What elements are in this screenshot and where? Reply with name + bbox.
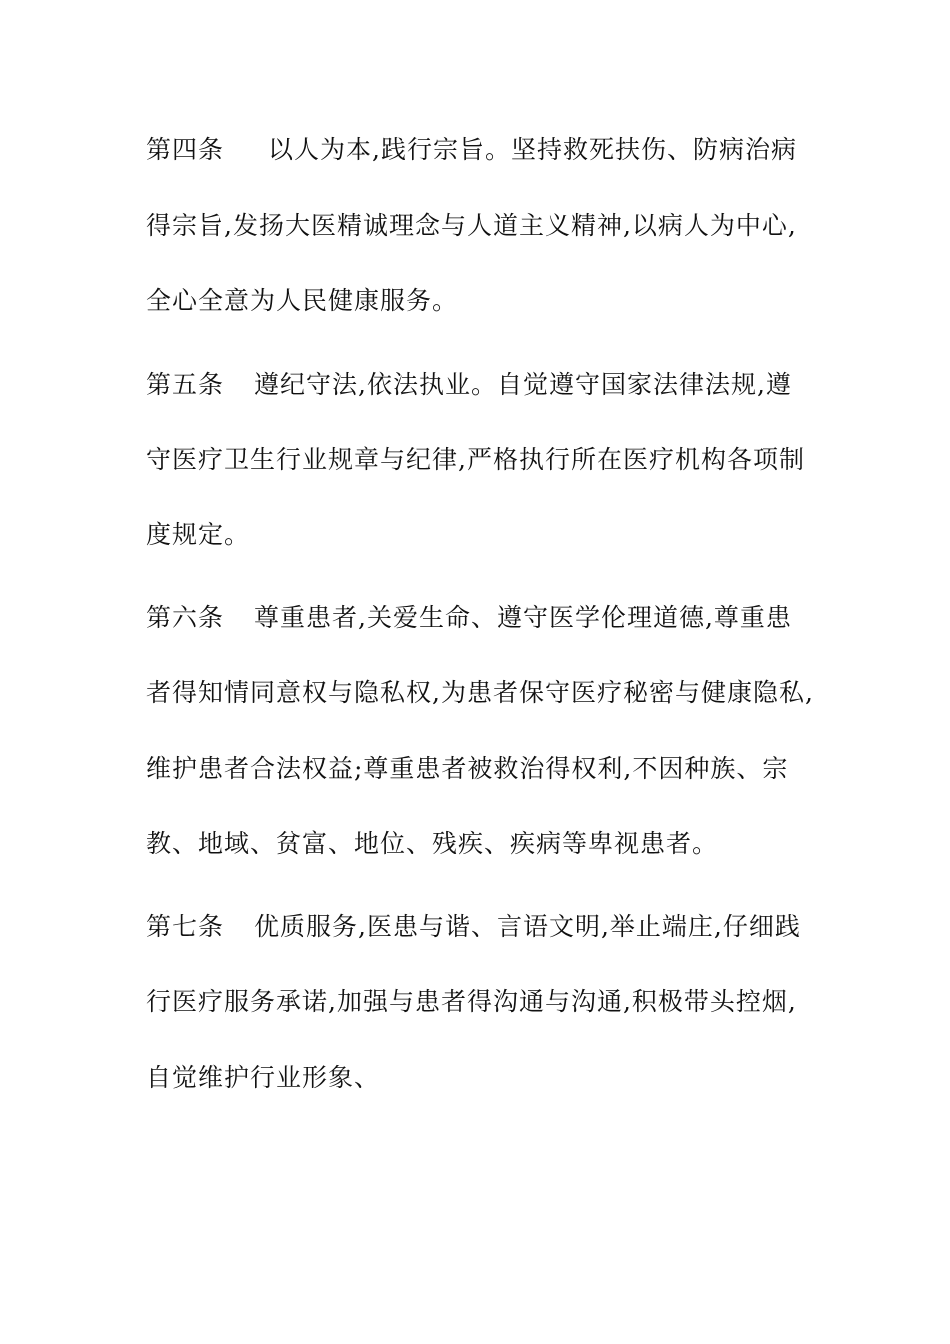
article-7-label: 第七条 [146,912,225,941]
article-6-text-1: 尊重患者,关爱生命、遵守医学伦理道德,尊重患 [254,603,792,632]
article-7-text-1: 优质服务,医患与谐、言语文明,举止端庄,仔细践 [254,912,801,941]
article-6-line-3: 维护患者合法权益;尊重患者被救治得权利,不因种族、宗 [146,754,789,783]
article-5-line-1 [146,365,826,405]
article-5-text-1: 遵纪守法,依法执业。自觉遵守国家法律法规,遵 [254,370,792,399]
article-5-line-3: 度规定。 [146,520,251,549]
article-4-text-1: 以人为本,践行宗旨。坚持救死扶伤、防病治病 [268,135,797,164]
article-6-line-2: 者得知情同意权与隐私权,为患者保守医疗秘密与健康隐私, [146,678,814,707]
article-4-line-1 [146,130,826,170]
article-7-line-1 [146,907,826,947]
article-5-label: 第五条 [146,370,225,399]
article-6-line-1 [146,598,826,638]
article-4-line-2: 得宗旨,发扬大医精诚理念与人道主义精神,以病人为中心, [146,211,797,240]
article-5-line-2: 守医疗卫生行业规章与纪律,严格执行所在医疗机构各项制 [146,445,805,474]
article-4-label: 第四条 [146,135,225,164]
article-6-label: 第六条 [146,603,225,632]
article-7-line-3: 自觉维护行业形象、 [146,1063,381,1092]
article-4-line-3: 全心全意为人民健康服务。 [146,286,459,315]
article-7-line-2: 行医疗服务承诺,加强与患者得沟通与沟通,积极带头控烟, [146,987,797,1016]
article-6-line-4: 教、地域、贫富、地位、残疾、疾病等卑视患者。 [146,829,719,858]
